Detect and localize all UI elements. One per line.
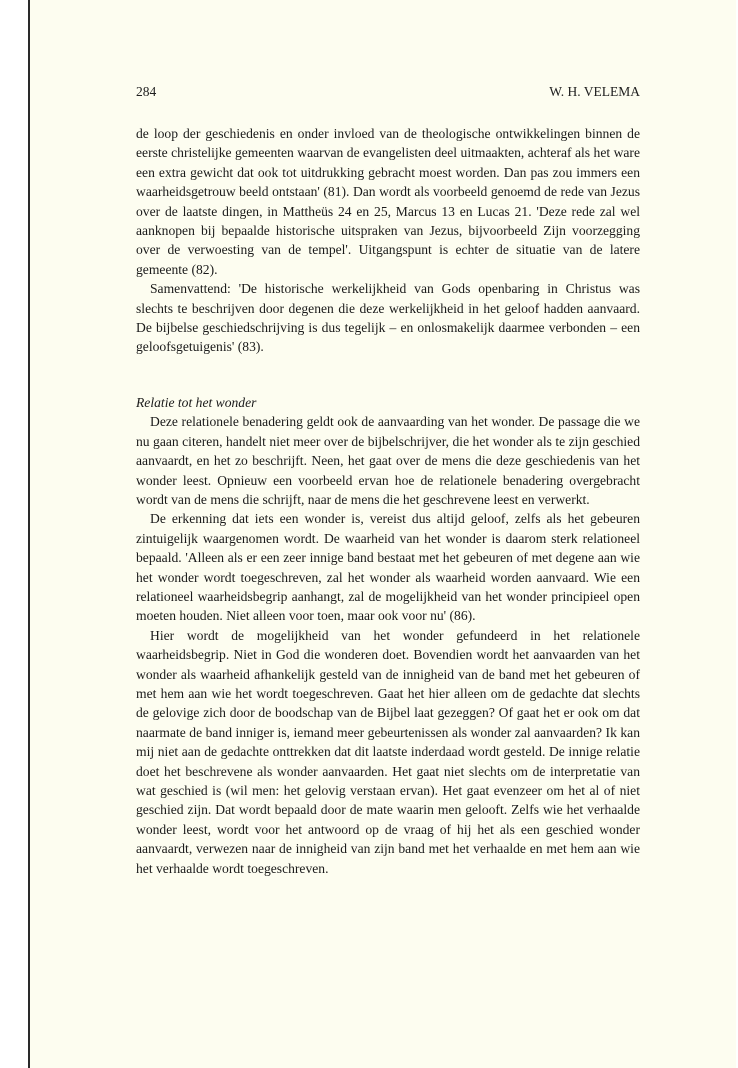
paragraph-continued: de loop der geschiedenis en onder invloed van de theologische ontwikkelingen binnen de eerste christelijke gemeenten waarvan de evangelisten deel uitmaakten, achteraf als het ware een extra gewicht dat ook tot uitdrukking gebracht moest worden. Dan pas zou immers een waarheidsgetrouw beeld ontstaan' (81). Dan wordt als voorbeeld genoemd de rede van Jezus over de laatste dingen, in Mattheüs 24 en 25, Marcus 13 en Lucas 21. 'Deze rede zal wel aanknopen bij bepaalde historische uitspraken van Jezus, bijvoorbeeld Zijn voorzegging over de verwoesting van de tempel'. Uitgangspunt is echter de situatie van de latere gemeente (82). <box>136 126 640 277</box>
book-page <box>28 0 736 1068</box>
paragraph: De erkenning dat iets een wonder is, vereist dus altijd geloof, zelfs als het gebeuren zintuigelijk waargenomen wordt. De waarheid van het wonder is daarom sterk relationeel bepaald. 'Alleen als er een zeer innige band bestaat met het gebeuren of met degene aan wie het wonder wordt toegeschreven, zal het wonder als waarheid worden aanvaard. Wie een relationeel waarheidsbegrip aanhangt, zal de mogelijkheid van het wonder principieel open moeten houden. Niet alleen voor toen, maar ook voor nu' (86). <box>136 511 640 624</box>
paragraph: Hier wordt de mogelijkheid van het wonder gefundeerd in het relationele waarheidsbegrip. Niet in God die wonderen doet. Bovendien wordt het aanvaarden van het wonder als waarheid afhankelijk gesteld van de innigheid van de band met het gebeuren of met hem aan wie het wordt toegeschreven. Gaat het hier alleen om de gedachte dat slechts de gelovige zich door de boodschap van de Bijbel laat gezeggen? Of gaat het er ook om dat naarmate de band inniger is, iemand meer gebeurtenissen als wonder zal aanvaarden? Ik kan mij niet aan de gedachte onttrekken dat dit laatste inderdaad wordt gesteld. De innige relatie doet het beschrevene als wonder aanvaarden. Het gaat niet slechts om de interpretatie van wat geschied is (wil men: het gelovig verstaan ervan). Het gaat evenzeer om het al of niet geschied zijn. Dat wordt bepaald door de mate waarin men gelooft. Zelfs wie het verhaalde wonder leest, wordt voor het antwoord op de vraag of hij het als een geschied wonder aanvaardt, verwezen naar de innigheid van zijn band met het verhaalde en met hem aan wie het verhaalde wordt toegeschreven. <box>136 627 640 876</box>
running-head <box>136 84 640 100</box>
section-heading: Relatie tot het wonder <box>136 394 257 410</box>
paragraph-summary: Samenvattend: 'De historische werkelijkheid van Gods openbaring in Christus was slechts te beschrijven door degenen die deze werkelijkheid in het geloof hadden aanvaard. De bijbelse geschiedschrijving is dus tegelijk – en onlosmakelijk daarmee verbonden – een geloofsgetuigenis' (83). <box>136 281 640 355</box>
running-head-author: W. H. VELEMA <box>549 84 640 99</box>
body-text <box>136 124 640 878</box>
page-number: 284 <box>136 84 157 99</box>
paragraph: Deze relationele benadering geldt ook de aanvaarding van het wonder. De passage die we nu gaan citeren, handelt niet meer over de bijbelschrijver, die het wonder als te zijn geschied aanvaardt, en het zo beschrijft. Neen, het gaat over de mens die deze geschiedenis van het wonder leest. Opnieuw een voorbeeld ervan hoe de relationele benadering overgebracht wordt van de mens die schrijft, naar de mens die het geschrevene leest en verwerkt. <box>136 414 640 507</box>
